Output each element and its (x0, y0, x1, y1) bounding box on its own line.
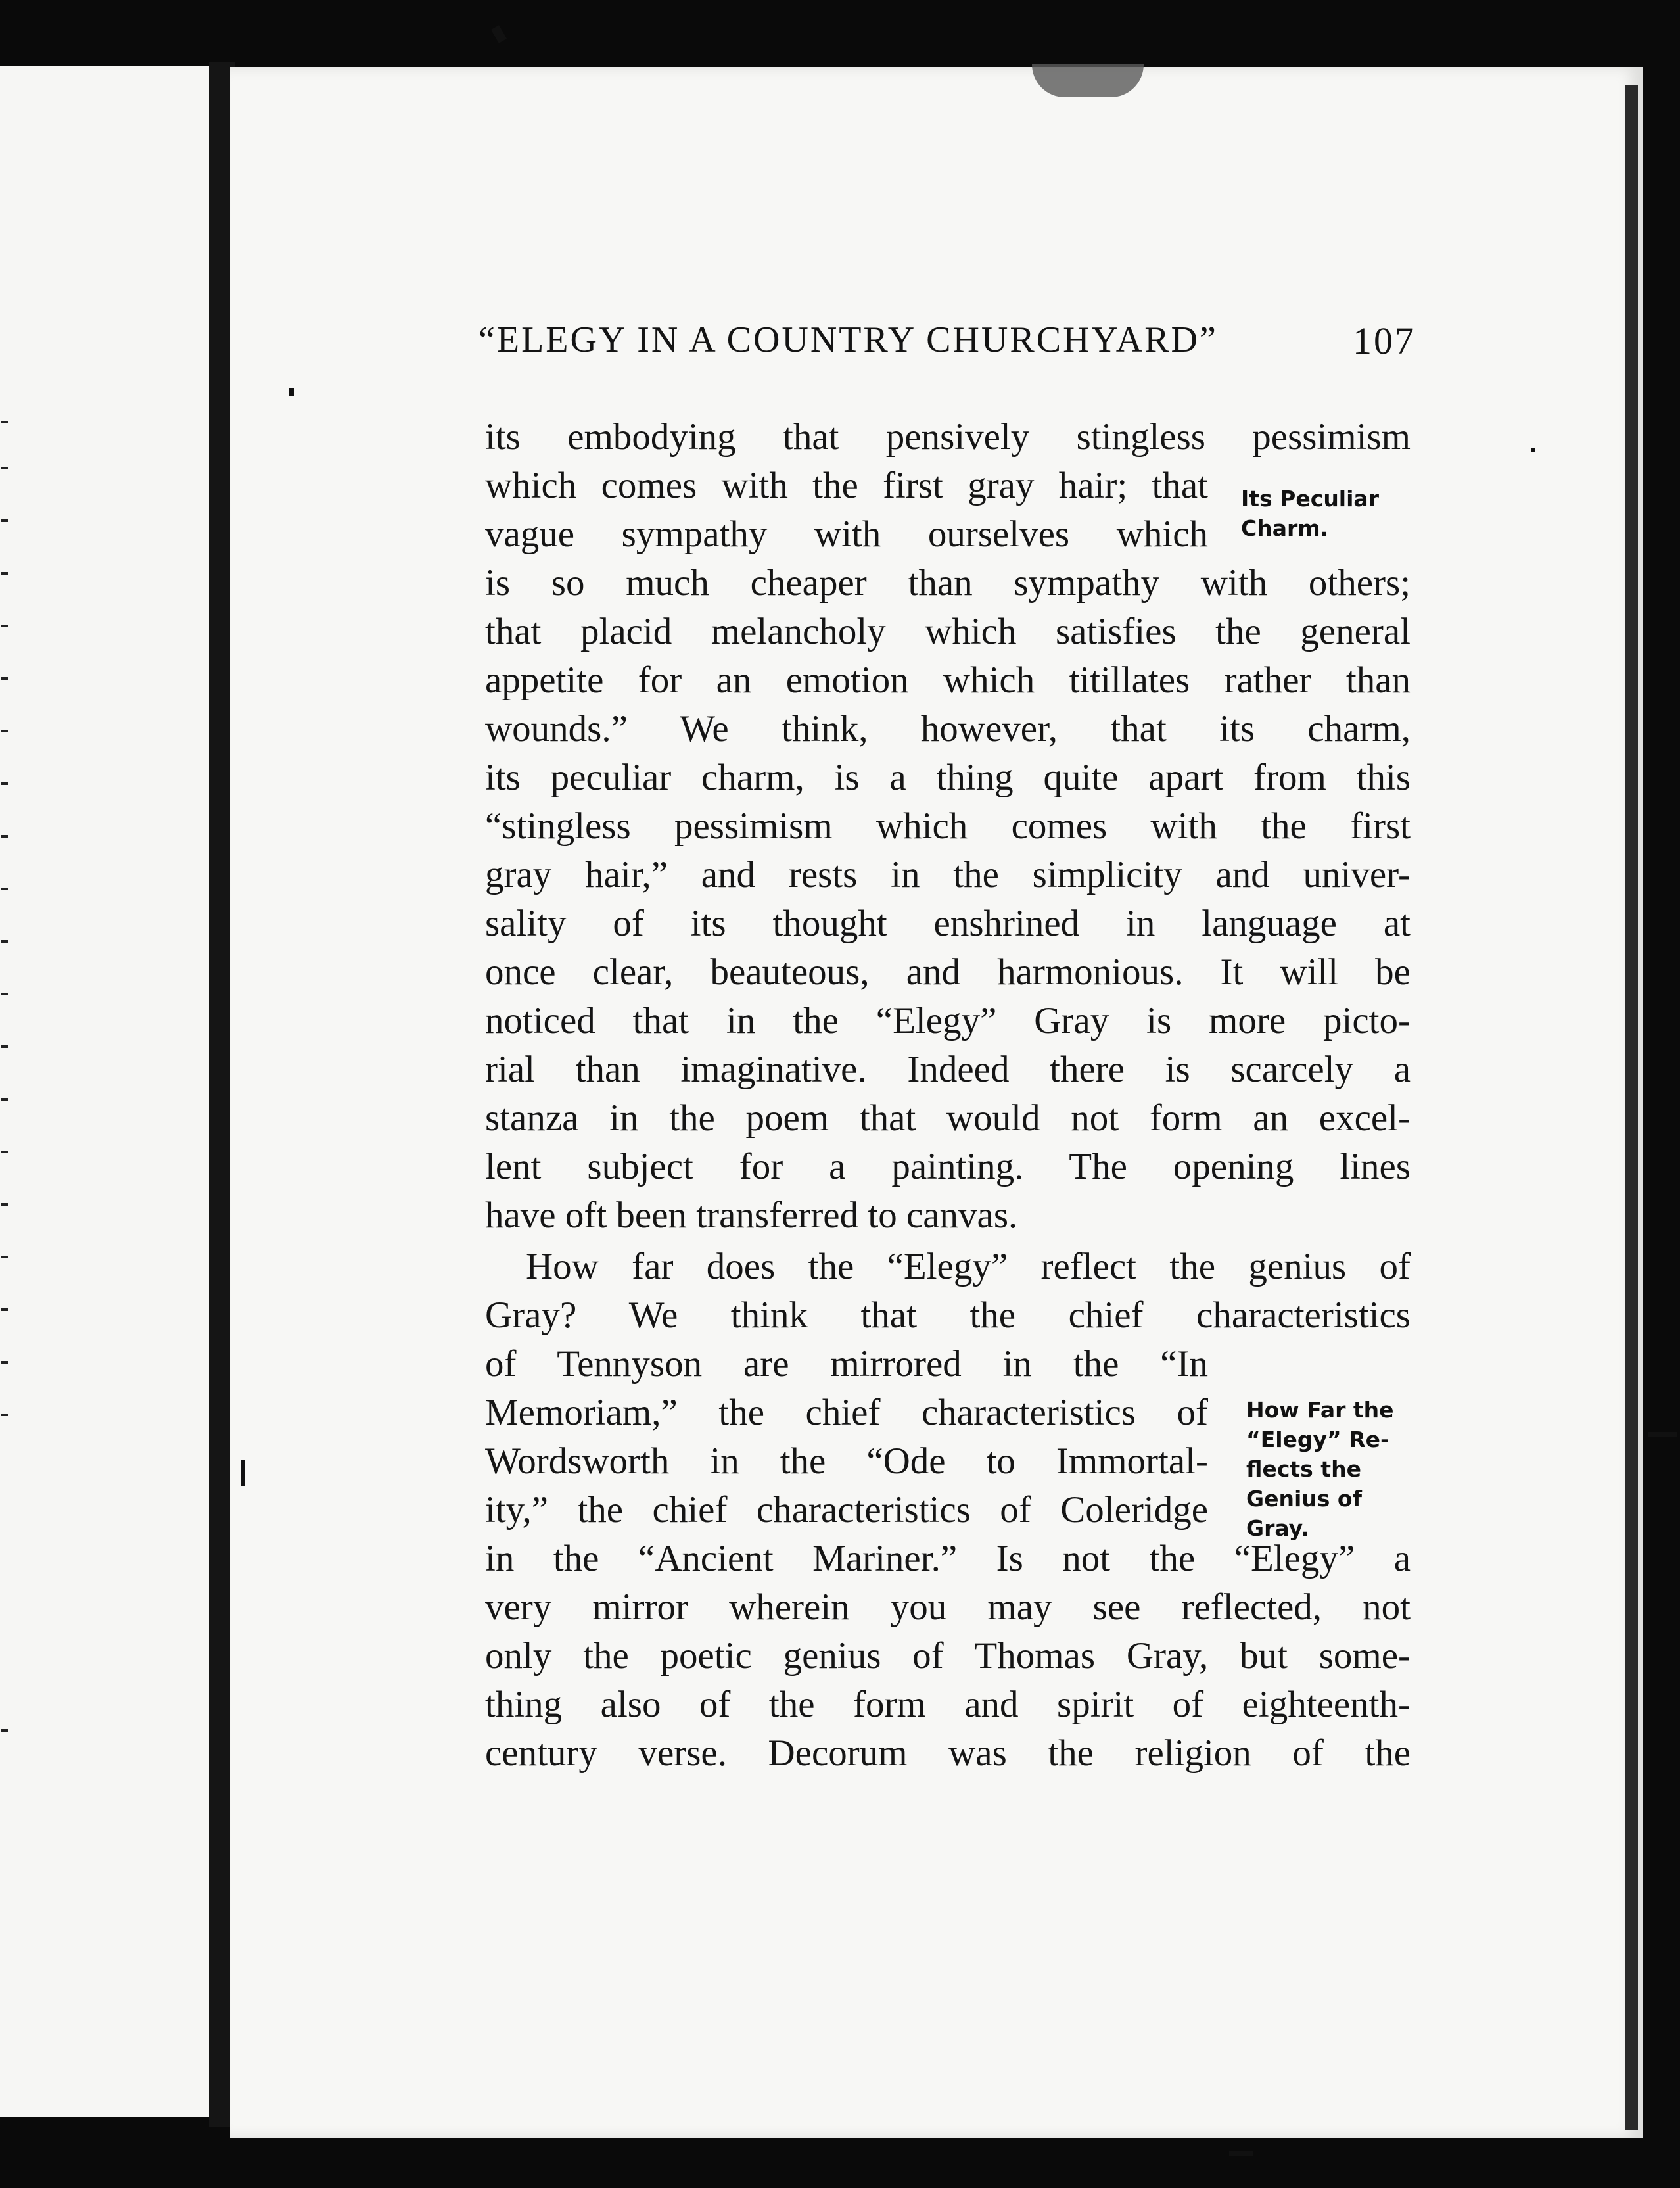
edge-mark (1, 1098, 8, 1101)
text-line: very mirror wherein you may see reflected, not (485, 1586, 1411, 1628)
text-line: century verse. Decorum was the religion of the (485, 1732, 1411, 1774)
scan-speck (491, 25, 507, 43)
text-line: lent subject for a painting. The opening lines (485, 1146, 1411, 1187)
text-line: gray hair,” and rests in the simplicity and univer- (485, 854, 1411, 895)
edge-mark (1, 1256, 8, 1258)
sidenote-line: “Elegy” Re- (1246, 1427, 1389, 1452)
scan-speck (1648, 1432, 1677, 1437)
running-header (478, 319, 1416, 371)
sidenote-line: How Far the (1246, 1397, 1394, 1423)
edge-mark (1, 782, 8, 785)
scan-speck (241, 1460, 245, 1486)
text-line: rial than imaginative. Indeed there is scarcely a (485, 1049, 1411, 1090)
running-title: “ELEGY IN A COUNTRY CHURCHYARD” (478, 320, 1218, 360)
page-top-smudge (1032, 64, 1144, 97)
edge-mark (1, 1151, 8, 1153)
edge-mark (1, 1308, 8, 1311)
edge-mark (1, 1729, 8, 1732)
edge-mark (1, 625, 8, 627)
text-line: Wordsworth in the “Ode to Immortal- (485, 1440, 1208, 1482)
text-line: in the “Ancient Mariner.” Is not the “Elegy” a (485, 1538, 1411, 1579)
text-line: which comes with the first gray hair; that (485, 465, 1208, 506)
text-line: have oft been transferred to canvas. (485, 1195, 1018, 1236)
text-line: is so much cheaper than sympathy with others; (485, 562, 1411, 604)
edge-mark (1, 421, 8, 423)
text-line: of Tennyson are mirrored in the “In (485, 1343, 1208, 1385)
sidenote-line: Charm. (1241, 515, 1329, 541)
edge-mark (1, 1414, 8, 1416)
page-edge-shadow (1625, 85, 1638, 2130)
left-facing-page (0, 66, 209, 2117)
edge-mark (1, 519, 8, 522)
scan-speck (1531, 448, 1535, 452)
edge-mark (1, 572, 8, 575)
edge-mark (1, 677, 8, 680)
text-line: Memoriam,” the chief characteristics of (485, 1392, 1208, 1433)
edge-mark (1, 1361, 8, 1364)
text-line: Gray? We think that the chief characteristics (485, 1295, 1411, 1336)
text-line: thing also of the form and spirit of eighteenth- (485, 1684, 1411, 1725)
text-line: its embodying that pensively stingless pessimism (485, 416, 1411, 458)
text-line: How far does the “Elegy” reflect the genius of (526, 1246, 1411, 1287)
text-line: stanza in the poem that would not form an excel- (485, 1097, 1411, 1139)
edge-mark (1, 467, 8, 469)
sidenote-peculiar-charm (1241, 484, 1379, 543)
text-line: its peculiar charm, is a thing quite apart from this (485, 757, 1411, 798)
edge-mark (1, 888, 8, 890)
edge-mark (1, 730, 8, 732)
text-line: vague sympathy with ourselves which (485, 513, 1208, 555)
text-line: appetite for an emotion which titillates rather than (485, 659, 1411, 701)
scan-speck (1229, 2151, 1253, 2156)
text-line: that placid melancholy which satisfies the general (485, 611, 1411, 652)
text-line: ity,” the chief characteristics of Coleridge (485, 1489, 1208, 1531)
page-number: 107 (1353, 320, 1416, 362)
edge-mark (1, 1203, 8, 1206)
text-line: wounds.” We think, however, that its charm, (485, 708, 1411, 749)
text-line: once clear, beauteous, and harmonious. It will be (485, 951, 1411, 993)
sidenote-genius-of-gray (1246, 1395, 1394, 1543)
edge-mark (1, 940, 8, 943)
sidenote-line: Genius of (1246, 1486, 1362, 1511)
text-line: “stingless pessimism which comes with the first (485, 805, 1411, 847)
text-line: noticed that in the “Elegy” Gray is more picto- (485, 1000, 1411, 1041)
sidenote-line: Gray. (1246, 1515, 1309, 1541)
edge-mark (1, 835, 8, 838)
sidenote-line: Its Peculiar (1241, 486, 1379, 511)
edge-mark (1, 993, 8, 995)
text-line: sality of its thought enshrined in language at (485, 903, 1411, 944)
sidenote-line: flects the (1246, 1456, 1361, 1482)
text-line: only the poetic genius of Thomas Gray, but some- (485, 1635, 1411, 1677)
edge-mark (1, 1045, 8, 1048)
scan-speck (289, 388, 294, 396)
